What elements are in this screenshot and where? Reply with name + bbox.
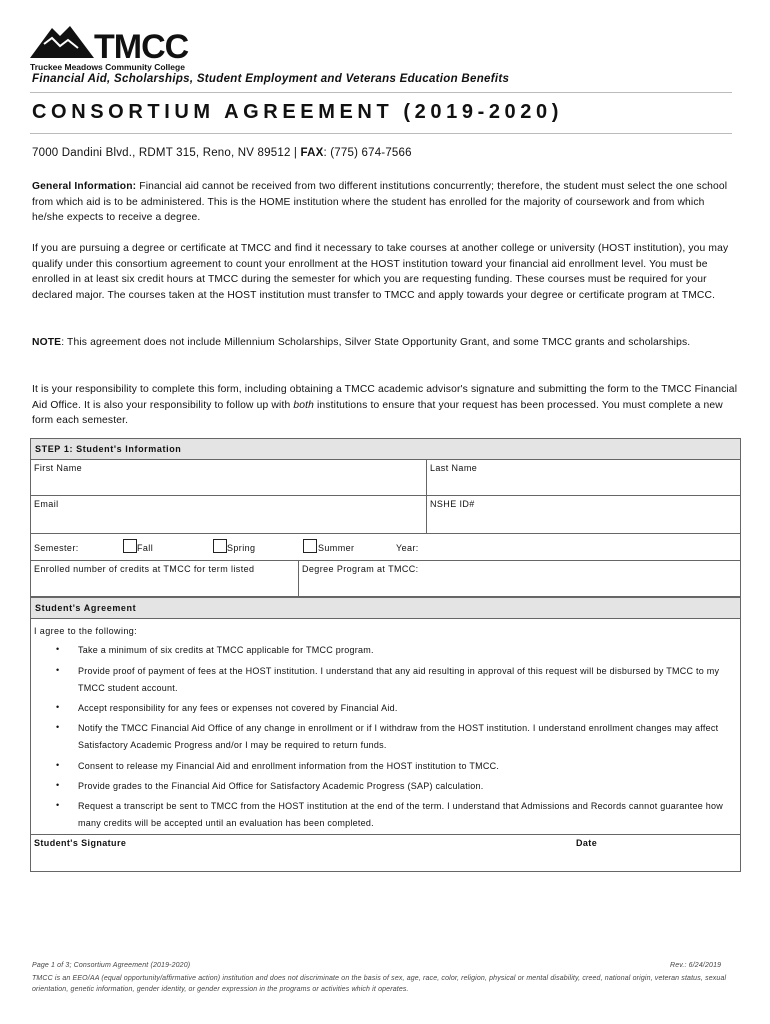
spring-checkbox[interactable] [213,539,227,553]
bullet-icon: • [56,702,60,712]
bullet-icon: • [56,760,60,770]
bullet-icon: • [56,780,60,790]
row-divider [30,533,741,534]
year-field[interactable]: Year: [396,543,419,553]
responsibility-text-end: institutions to ensure that your request has been processed. You must complete a new form each semester. [32,399,723,426]
bullet-icon: • [56,665,60,675]
agreement-item: Accept responsibility for any fees or expenses not covered by Financial Aid. [78,703,398,713]
divider [30,133,732,134]
department-heading: Financial Aid, Scholarships, Student Employment and Veterans Education Benefits [32,73,510,85]
note-paragraph [32,335,738,351]
spring-label: Spring [227,543,256,553]
semester-label: Semester: [34,543,79,553]
fax-label: FAX [300,147,324,159]
agreement-item: Request a transcript be sent to TMCC from the HOST institution at the end of the term. I understand that Admissions and Records cannot guarantee how many credits will be accepted until an evaluation has been completed. [78,801,723,828]
general-information [32,179,738,226]
general-label: General Information: [32,181,137,192]
summer-checkbox[interactable] [303,539,317,553]
fax-number: : (775) 674-7566 [323,147,412,159]
page-number: Page 1 of 3; Consortium Agreement (2019-2020) [32,962,191,969]
responsibility-paragraph [32,382,738,429]
mountain-icon [30,24,94,60]
pursuing-paragraph: If you are pursuing a degree or certificate at TMCC and find it necessary to take courses at another college or university (HOST institution), you may qualify under this consortium agreement to count your enrollment at the HOST institution toward your financial aid enrollment level. You must be enrolled in at least six credit hours at TMCC during the semester for which you are requesting funding. These courses must be required for your declared major. The courses taken at the HOST institution must transfer to TMCC and apply towards your degree or certificate program at TMCC. [32,243,729,301]
general-text: Financial aid cannot be received from two different institutions concurrently; therefore, the student must select the one school from which aid is to be administered. This is the HOME institution where the student has enrolled for the majority of coursework and from which he/she expects to receive a degree. [32,181,728,223]
degree-program-field[interactable]: Degree Program at TMCC: [302,564,419,574]
logo-text: TMCC [94,28,189,66]
responsibility-emphasis: both [293,399,314,411]
fall-checkbox[interactable] [123,539,137,553]
row-divider [30,495,741,496]
revision-date: Rev.: 6/24/2019 [670,962,722,969]
fall-label: Fall [137,543,154,553]
agreement-item: Provide grades to the Financial Aid Office for Satisfactory Academic Progress (SAP) calculation. [78,781,484,791]
first-name-field[interactable]: First Name [34,463,83,473]
bullet-icon: • [56,644,60,654]
student-info-table [30,459,741,597]
nshe-id-field[interactable]: NSHE ID# [430,499,475,509]
row-divider [30,834,741,835]
responsibility-text: It is your responsibility to complete this form, including obtaining a TMCC academic advisor's signature and submitting the form to the TMCC Financial Aid Office. It is also your responsibility to follow up with [32,384,738,411]
date-field[interactable]: Date [576,838,598,848]
credits-field[interactable]: Enrolled number of credits at TMCC for term listed [34,564,255,574]
page-title: CONSORTIUM AGREEMENT (2019-2020) [32,101,563,123]
agreement-item: Consent to release my Financial Aid and enrollment information from the HOST institution to TMCC. [78,761,500,771]
agreement-item: Notify the TMCC Financial Aid Office of any change in enrollment or if I withdraw from the HOST institution. I understand enrollment changes may affect Satisfactory Academic Progress and/or I may be required to return funds. [78,723,719,750]
eeo-statement: TMCC is an EEO/AA (equal opportunity/affirmative action) institution and does not discriminate on the basis of sex, age, race, color, religion, physical or mental disability, creed, national origin, veteran status, sexual orientation, genetic information, gender identity, or gender expression in the programs or activities which it operates. [32,975,727,993]
agreement-intro: I agree to the following: [34,626,138,636]
col-divider [426,459,427,533]
note-text: : This agreement does not include Millennium Scholarships, Silver State Opportunity Grant, and some TMCC grants and scholarships. [61,337,691,348]
logo-subtitle: Truckee Meadows Community College [30,62,185,72]
col-divider [298,560,299,597]
row-divider [30,560,741,561]
step1-header: STEP 1: Student's Information [30,438,741,460]
last-name-field[interactable]: Last Name [430,463,478,473]
address: 7000 Dandini Blvd., RDMT 315, Reno, NV 89512 | [32,147,301,159]
bullet-icon: • [56,722,60,732]
note-label: NOTE [32,337,62,348]
tmcc-logo [30,24,220,76]
student-signature-field[interactable]: Student's Signature [34,838,127,848]
agreement-header: Student's Agreement [30,597,741,619]
divider [30,92,732,93]
summer-label: Summer [318,543,355,553]
address-line [32,147,412,159]
email-field[interactable]: Email [34,499,59,509]
agreement-item: Provide proof of payment of fees at the HOST institution. I understand that any aid resulting in approval of this request will be disbursed by TMCC to my TMCC student account. [78,666,720,693]
agreement-item: Take a minimum of six credits at TMCC applicable for TMCC program. [78,645,374,655]
bullet-icon: • [56,800,60,810]
